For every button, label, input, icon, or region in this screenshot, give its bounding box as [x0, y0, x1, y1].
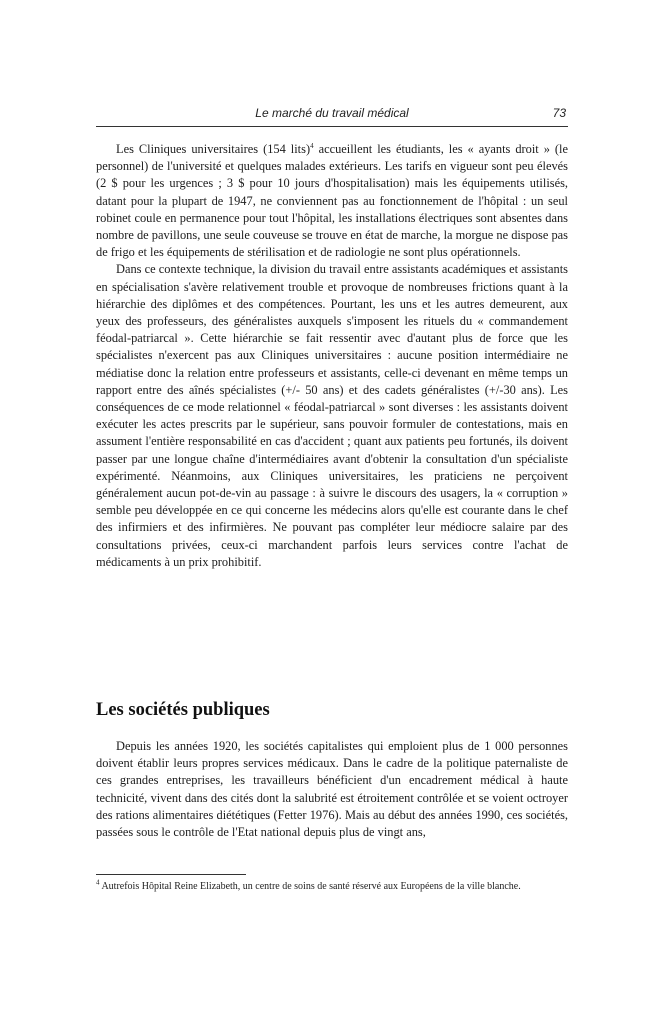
- paragraph-text: accueillent les étudiants, les « ayants droit » (le personnel) de l'université et quelques malades extérieurs. Les tarifs en vigueur sont peu élevés (2 $ pour les urgences ; 3 $ pour 10 jours d'hospitalisation) mais les équipements utilisés, datant pour la plupart de 1947, ne conviennent pas au fonctionnement de l'hôpital : un seul robinet coule en permanence pour tout l'hôpital, les installations électriques sont absentes dans nombre de pavillons, une seule couveuse se trouve en état de marche, la morgue ne dispose pas de frigo et les équipements de stérilisation et de radiologie ne sont plus opérationnels.: [96, 142, 568, 260]
- paragraph: [96, 141, 568, 261]
- paragraph: Dans ce contexte technique, la division du travail entre assistants académiques et assistants en spécialisation s'avère relativement trouble et provoque de nombreuses frictions quant à la hiérarchie des diplômes et des compétences. Pourtant, les uns et les autres demeurent, aux yeux des professeurs, des généralistes auxquels s'imposent les rituels du « commandement féodal-patriarcal ». Cette hiérarchie se fait ressentir avec d'autant plus de force que les spécialistes n'exercent pas aux Cliniques universitaires : aucune position intermédiaire ne médiatise donc la relation entre professeurs et assistants, celle-ci devenant en même temps un rapport entre des aînés spécialistes (+/- 50 ans) et des cadets généralistes (+/-30 ans). Les conséquences de ce mode relationnel « féodal-patriarcal » sont diverses : les assistants doivent exécuter les actes prescrits par le supérieur, sans pouvoir formuler de contestations, mais en assument l'entière responsabilité en cas d'accident ; quant aux patients peu fortunés, ils doivent passer par une longue chaîne d'intermédiaires avant d'obtenir la consultation d'un spécialiste expérimenté. Néanmoins, aux Cliniques universitaires, les praticiens ne perçoivent généralement aucun pot-de-vin au passage : à suivre le discours des usagers, la « corruption » semble peu développée en ce qui concerne les médecins alors qu'elle est courante dans le chef des infirmiers et des infirmières. Ne pouvant pas compléter leur médiocre salaire par des consultations privées, ceux-ci marchandent parfois leurs services contre l'achat de médicaments à un prix prohibitif.: [96, 262, 568, 569]
- running-header: [96, 102, 568, 127]
- running-title: Le marché du travail médical: [255, 106, 409, 120]
- paragraph-text: Les Cliniques universitaires (154 lits): [116, 142, 311, 156]
- footnote: [96, 880, 568, 894]
- footnote-reference[interactable]: 4: [310, 141, 314, 150]
- page-number: 73: [552, 106, 566, 120]
- footnote-number: 4: [96, 878, 100, 887]
- paragraph: Depuis les années 1920, les sociétés capitalistes qui emploient plus de 1 000 personnes doivent établir leurs propres services médicaux. Dans le cadre de la politique paternaliste de ces grandes entreprises, les travailleurs bénéficient d'un encadrement médical à haute technicité, vivent dans des cités dont la salubrité est étroitement contrôlée et se voient octroyer des rations alimentaires diététiques (Fetter 1976). Mais au début des années 1990, ces sociétés, passées sous le contrôle de l'Etat national depuis plus de vingt ans,: [96, 739, 568, 840]
- footnote-text: Autrefois Hôpital Reine Elizabeth, un centre de soins de santé réservé aux Européens de la ville blanche.: [99, 881, 521, 892]
- footnote-divider: [96, 874, 246, 875]
- body-text-intro: [96, 141, 568, 571]
- section-heading: Les sociétés publiques: [96, 700, 270, 720]
- body-text-section: [96, 738, 568, 841]
